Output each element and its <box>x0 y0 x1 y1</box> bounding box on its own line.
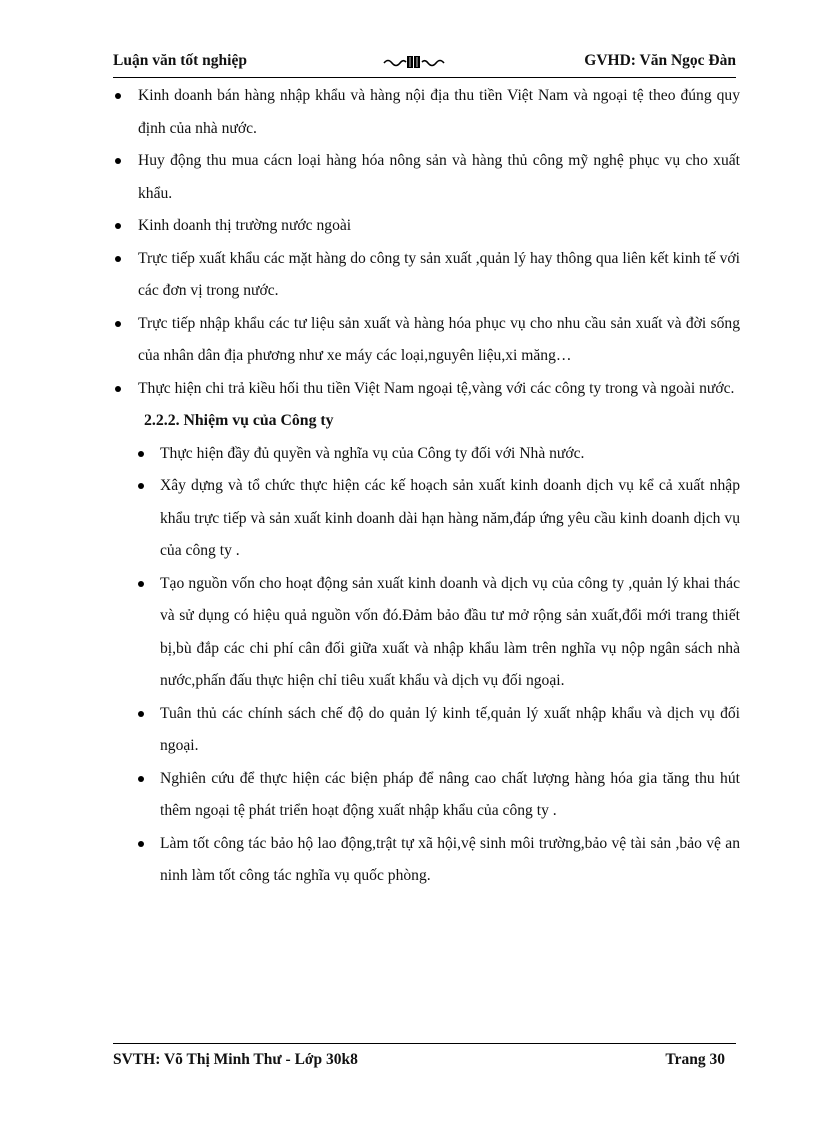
page-footer <box>113 1051 725 1073</box>
bullet-icon <box>115 93 121 99</box>
bullet-icon <box>115 158 121 164</box>
list-item <box>110 373 740 406</box>
bullet-icon <box>138 776 144 782</box>
bullet-icon <box>138 841 144 847</box>
list-item-text: Làm tốt công tác bảo hộ lao động,trật tự xã hội,vệ sinh môi trường,bảo vệ tài sản ,bảo vệ an ninh làm tốt công tác nghĩa vụ quốc phòng. <box>160 834 740 884</box>
list-item <box>110 145 740 210</box>
section-heading: 2.2.2. Nhiệm vụ của Công ty <box>144 412 334 429</box>
bullet-icon <box>115 256 121 262</box>
bullet-icon <box>138 483 144 489</box>
list-item <box>110 243 740 308</box>
page-number: Trang 30 <box>665 1051 725 1068</box>
list-item <box>110 568 740 698</box>
list-item-text: Xây dựng và tổ chức thực hiện các kế hoạch sản xuất kinh doanh dịch vụ kể cả xuất nhập khẩu trực tiếp và sản xuất kinh doanh dài hạn hàng năm,đáp ứng yêu cầu kinh doanh dịch vụ của công ty . <box>160 477 740 559</box>
list-item-text: Kinh doanh bán hàng nhập khẩu và hàng nội địa thu tiền Việt Nam và ngoại tệ theo đúng quy định của nhà nước. <box>138 87 740 137</box>
list-item <box>110 763 740 828</box>
list-item-text: Kinh doanh thị trường nước ngoài <box>138 217 352 234</box>
list-item <box>110 438 740 471</box>
list-item-text: Nghiên cứu để thực hiện các biện pháp để nâng cao chất lượng hàng hóa gia tăng thu hút thêm ngoại tệ phát triển hoạt động xuất nhập khẩu của công ty . <box>160 769 740 819</box>
list-item-text: Tuân thủ các chính sách chế độ do quản lý kinh tế,quản lý xuất nhập khẩu và dịch vụ đối ngoại. <box>160 704 740 754</box>
page-header <box>113 52 736 74</box>
list-item-text: Huy động thu mua cácn loại hàng hóa nông sản và hàng thủ công mỹ nghệ phục vụ cho xuất khẩu. <box>138 152 740 202</box>
list-item <box>110 828 740 893</box>
list-item <box>110 80 740 145</box>
header-advisor: GVHD: Văn Ngọc Đàn <box>584 52 736 69</box>
list-item-text: Thực hiện đầy đủ quyền và nghĩa vụ của Công ty đối với Nhà nước. <box>160 444 585 462</box>
list-item-text: Thực hiện chi trả kiều hối thu tiền Việt Nam ngoại tệ,vàng với các công ty trong và ngoài nước. <box>138 379 735 397</box>
bullet-icon <box>138 711 144 717</box>
list-item <box>110 470 740 568</box>
list-item-text: Tạo nguồn vốn cho hoạt động sản xuất kinh doanh và dịch vụ của công ty ,quản lý khai thác và sử dụng có hiệu quả nguồn vốn đó.Đảm bảo đầu tư mở rộng sản xuất,đổi mới trang thiết bị,bù đắp các chi phí cân đối giữa xuất và nhập khẩu làm trên nghĩa vụ nộp ngân sách nhà nước,phấn đấu thực hiện chỉ tiêu xuất khẩu và dịch vụ đối ngoại. <box>160 574 740 689</box>
list-item <box>110 210 740 243</box>
list-item <box>110 698 740 763</box>
footer-student: SVTH: Võ Thị Minh Thư - Lớp 30k8 <box>113 1051 358 1068</box>
bullet-icon <box>115 223 121 229</box>
bullet-icon <box>138 451 144 457</box>
list-item <box>110 308 740 373</box>
list-item-text: Trực tiếp xuất khẩu các mặt hàng do công ty sản xuất ,quản lý hay thông qua liên kết kinh tế với các đơn vị trong nước. <box>138 249 740 299</box>
footer-divider <box>113 1043 736 1044</box>
list-item-text: Trực tiếp nhập khẩu các tư liệu sản xuất và hàng hóa phục vụ cho nhu cầu sản xuất và đời sống của nhân dân địa phương như xe máy các loại,nguyên liệu,xi măng… <box>138 314 740 364</box>
header-divider <box>113 77 736 78</box>
page-body <box>110 80 740 893</box>
book-ornament-icon <box>383 55 445 69</box>
bullet-icon <box>115 321 121 327</box>
bullet-icon <box>138 581 144 587</box>
header-thesis-title: Luận văn tốt nghiệp <box>113 52 247 69</box>
bullet-icon <box>115 386 121 392</box>
